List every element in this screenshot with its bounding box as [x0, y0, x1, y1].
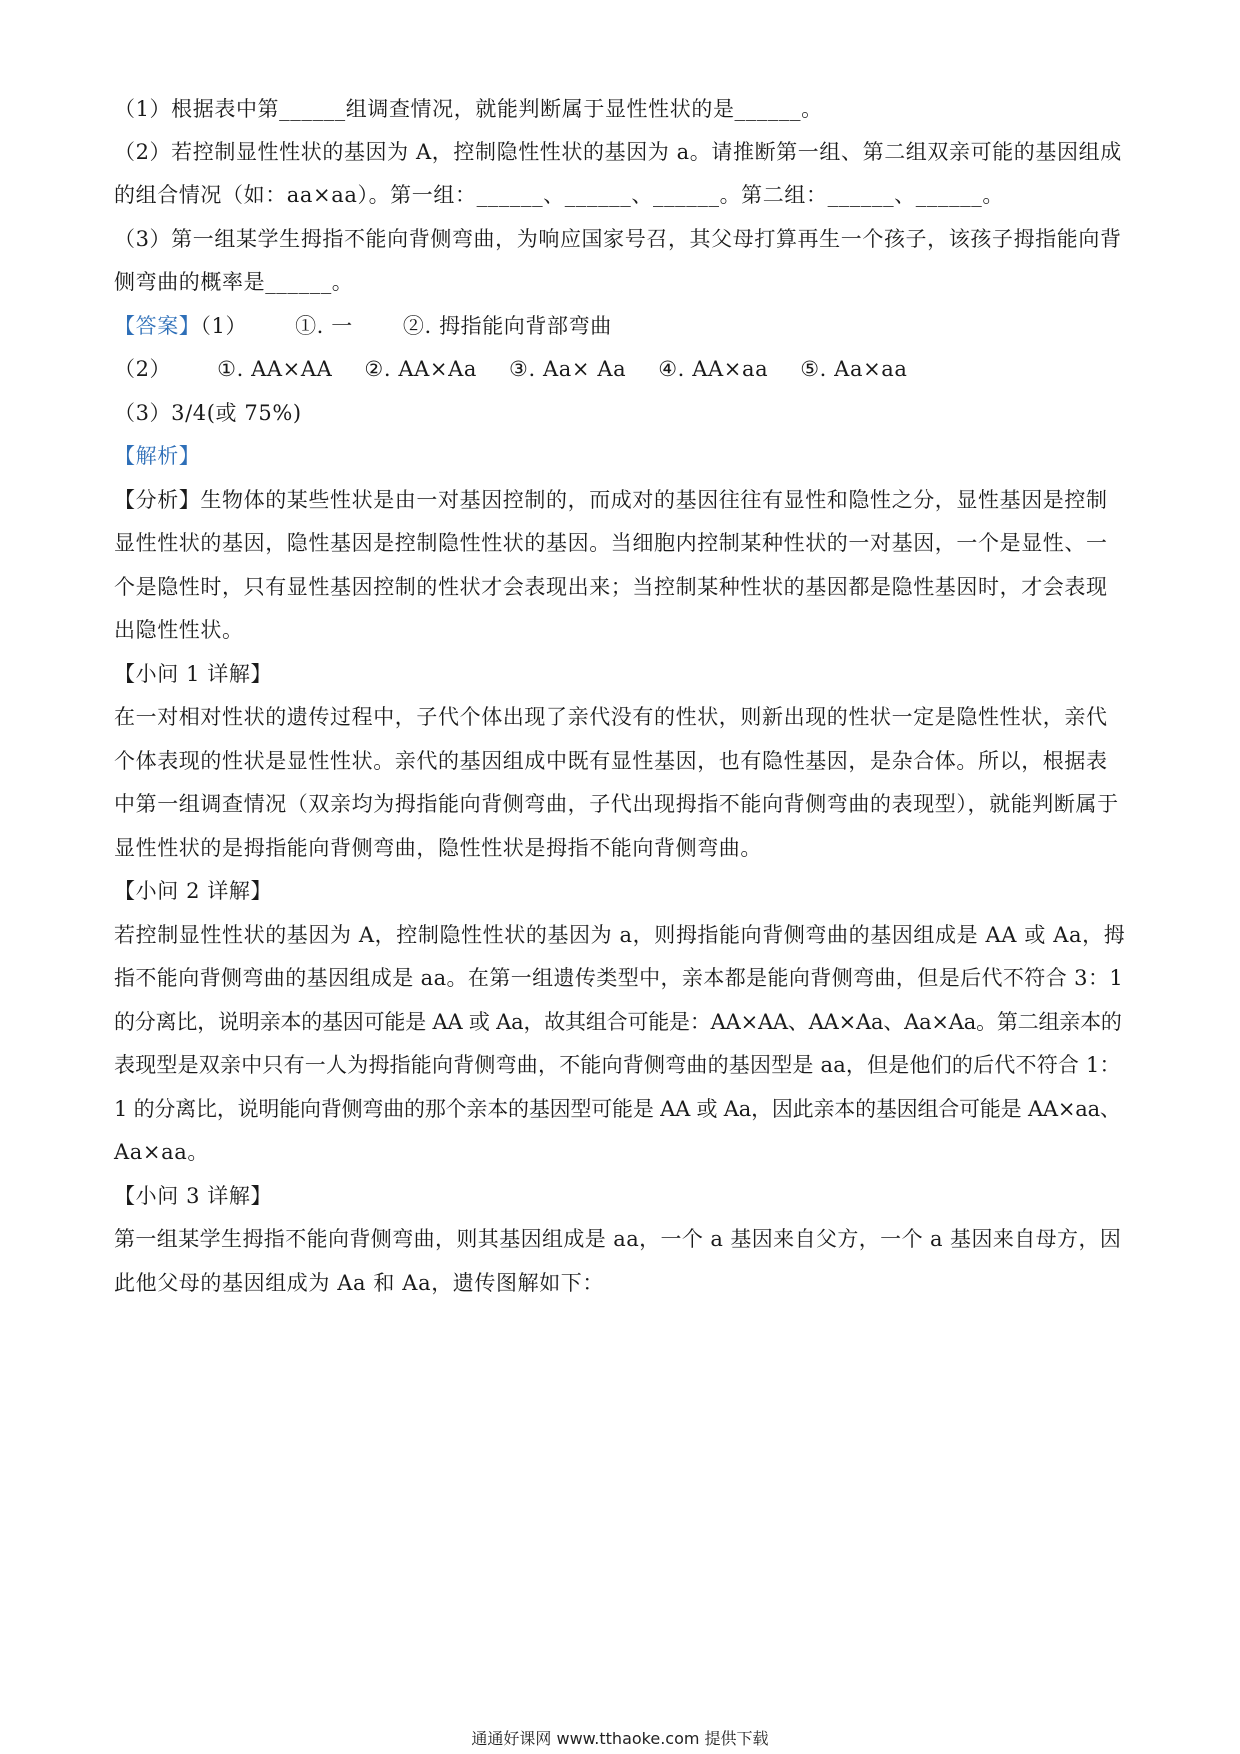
answer-3: （3）3/4(或 75%) — [114, 401, 302, 425]
analysis-label: 【解析】 — [114, 444, 201, 468]
answer-1-option-1: ①. 一 — [295, 314, 353, 338]
analysis-fenxi-line-4: 出隐性性状。 — [114, 618, 244, 642]
question-2-line-2: 的组合情况（如：aa×aa）。第一组：______、______、______。第二组：______、______。 — [114, 183, 1004, 207]
analysis-fenxi-line-2: 显性性状的基因，隐性基因是控制隐性性状的基因。当细胞内控制某种性状的一对基因，一个是显性、一 — [114, 531, 1108, 555]
answer-1 — [114, 311, 1130, 341]
sub-question-3-title: 【小问 3 详解】 — [114, 1184, 273, 1208]
sub-question-2-line-4: 表现型是双亲中只有一人为拇指能向背侧弯曲，不能向背侧弯曲的基因型是 aa，但是他们的后代不符合 1： — [114, 1053, 1121, 1077]
answer-1-prefix: （1） — [200, 314, 248, 338]
answer-2-option-4: ④. AA×aa — [658, 357, 769, 381]
sub-question-2-title: 【小问 2 详解】 — [114, 879, 273, 903]
answer-2-prefix: （2） — [114, 357, 172, 381]
sub-question-1-line-3: 中第一组调查情况（双亲均为拇指能向背侧弯曲，子代出现拇指不能向背侧弯曲的表现型），就能判断属于 — [114, 792, 1119, 816]
answer-2-option-3: ③. Aa× Aa — [509, 357, 627, 381]
sub-question-2-line-5: 1 的分离比，说明能向背侧弯曲的那个亲本的基因型可能是 AA 或 Aa，因此亲本的基因组合可能是 AA×aa、 — [114, 1097, 1121, 1121]
answer-2-option-2: ②. AA×Aa — [364, 357, 478, 381]
sub-question-2-line-3: 的分离比，说明亲本的基因可能是 AA 或 Aa，故其组合可能是：AA×AA、AA×Aa、Aa×Aa。第二组亲本的 — [114, 1010, 1122, 1034]
answer-2-option-1: ①. AA×AA — [217, 357, 333, 381]
question-2-line-1: （2）若控制显性性状的基因为 A，控制隐性性状的基因为 a。请推断第一组、第二组双亲可能的基因组成 — [114, 140, 1122, 164]
sub-question-1-title: 【小问 1 详解】 — [114, 662, 273, 686]
sub-question-3-line-1: 第一组某学生拇指不能向背侧弯曲，则其基因组成是 aa，一个 a 基因来自父方，一个 a 基因来自母方，因 — [114, 1227, 1122, 1251]
question-3-line-2: 侧弯曲的概率是______。 — [114, 270, 354, 294]
sub-question-1-line-4: 显性性状的是拇指能向背侧弯曲，隐性性状是拇指不能向背侧弯曲。 — [114, 836, 762, 860]
analysis-fenxi-line-3: 个是隐性时，只有显性基因控制的性状才会表现出来；当控制某种性状的基因都是隐性基因时，才会表现 — [114, 575, 1108, 599]
question-1: （1）根据表中第______组调查情况，就能判断属于显性性状的是______。 — [114, 97, 823, 121]
page-footer: 通通好课网 www.tthaoke.com 提供下载 — [471, 1729, 769, 1748]
sub-question-1-line-1: 在一对相对性状的遗传过程中，子代个体出现了亲代没有的性状，则新出现的性状一定是隐性性状，亲代 — [114, 705, 1108, 729]
sub-question-3-line-2: 此他父母的基因组成为 Aa 和 Aa，遗传图解如下： — [114, 1271, 604, 1295]
answer-1-option-2: ②. 拇指能向背部弯曲 — [402, 314, 612, 338]
answer-label: 【答案】 — [114, 314, 201, 338]
answer-2 — [114, 354, 1130, 384]
question-3-line-1: （3）第一组某学生拇指不能向背侧弯曲，为响应国家号召，其父母打算再生一个孩子，该孩子拇指能向背 — [114, 227, 1122, 251]
sub-question-2-line-2: 指不能向背侧弯曲的基因组成是 aa。在第一组遗传类型中，亲本都是能向背侧弯曲，但是后代不符合 3：1 — [114, 966, 1124, 990]
answer-2-option-5: ⑤. Aa×aa — [800, 357, 908, 381]
sub-question-1-line-2: 个体表现的性状是显性性状。亲代的基因组成中既有显性基因，也有隐性基因，是杂合体。所以，根据表 — [114, 749, 1108, 773]
sub-question-2-line-6: Aa×aa。 — [114, 1140, 209, 1164]
sub-question-2-line-1: 若控制显性性状的基因为 A，控制隐性性状的基因为 a，则拇指能向背侧弯曲的基因组成是 AA 或 Aa，拇 — [114, 923, 1126, 947]
analysis-fenxi-line-1: 【分析】生物体的某些性状是由一对基因控制的，而成对的基因往往有显性和隐性之分，显性基因是控制 — [114, 488, 1108, 512]
